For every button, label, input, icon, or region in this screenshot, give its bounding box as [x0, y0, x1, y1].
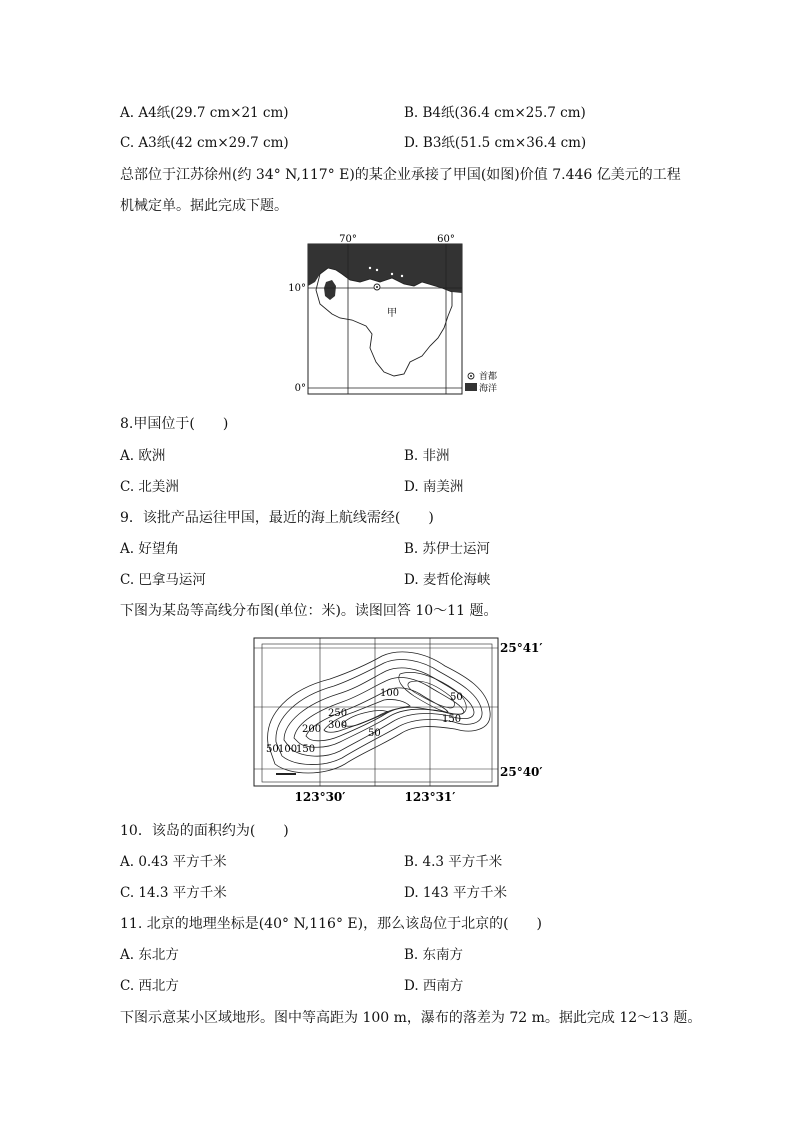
- legend-ocean-label: 海洋: [479, 384, 498, 394]
- lon-60-label: 60°: [437, 234, 455, 245]
- intro-paragraph-1-line2: 机械定单。据此完成下题。: [120, 198, 288, 214]
- contour-label: 50: [368, 728, 381, 739]
- country-label: 甲: [387, 308, 397, 319]
- island-contour-map: [250, 634, 550, 806]
- map2-frame: [254, 638, 498, 786]
- island-dot: [369, 267, 371, 269]
- q8-option-a: A. 欧洲: [120, 448, 166, 464]
- legend-capital-label: 首都: [479, 372, 498, 382]
- island-dot: [376, 269, 378, 271]
- q9-option-d: D. 麦哲伦海峡: [404, 572, 491, 588]
- q11-stem: 11. 北京的地理坐标是(40° N,116° E)，那么该岛位于北京的( ): [120, 916, 543, 932]
- lat-top-label: 25°41′: [500, 641, 543, 655]
- contour-label: 150: [296, 744, 316, 755]
- q10-option-a: A. 0.43 平方千米: [120, 854, 227, 870]
- q11-option-c: C. 西北方: [120, 978, 179, 994]
- lon-70-label: 70°: [339, 234, 357, 245]
- intro-paragraph-2: 下图为某岛等高线分布图(单位：米)。读图回答 10～11 题。: [120, 603, 498, 619]
- legend-ocean-swatch: [465, 383, 477, 391]
- intro-paragraph-1-line1: 总部位于江苏徐州(约 34° N,117° E)的某企业承接了甲国(如图)价值 7.446 亿美元的工程: [120, 167, 681, 183]
- contour-label: 100: [380, 688, 400, 699]
- q9-option-b: B. 苏伊士运河: [404, 541, 491, 557]
- lake-area: [324, 280, 336, 300]
- capital-marker-dot: [376, 286, 378, 288]
- lat-bottom-label: 25°40′: [500, 765, 543, 779]
- q9-option-c: C. 巴拿马运河: [120, 572, 206, 588]
- q11-option-a: A. 东北方: [120, 947, 179, 963]
- q11-option-b: B. 东南方: [404, 947, 464, 963]
- q10-option-b: B. 4.3 平方千米: [404, 854, 503, 870]
- contour-label: 50: [450, 692, 463, 703]
- q9-option-a: A. 好望角: [120, 541, 179, 557]
- contour-label: 50: [266, 744, 279, 755]
- q8-option-b: B. 非洲: [404, 448, 450, 464]
- lon-right-label: 123°31′: [404, 790, 456, 804]
- q9-stem: 9．该批产品运往甲国，最近的海上航线需经( ): [120, 510, 434, 526]
- intro-paragraph-3: 下图示意某小区域地形。图中等高距为 100 m，瀑布的落差为 72 m。据此完成 12～13 题。: [120, 1010, 702, 1026]
- q8-option-d: D. 南美洲: [404, 479, 464, 495]
- contour-label: 250: [328, 708, 348, 719]
- legend-capital-dot: [470, 375, 472, 377]
- lon-left-label: 123°30′: [294, 790, 346, 804]
- q10-option-c: C. 14.3 平方千米: [120, 885, 227, 901]
- q7-option-a: A. A4纸(29.7 cm×21 cm): [120, 105, 289, 121]
- contour-label: 150: [442, 714, 462, 725]
- contour-label: 300: [328, 720, 348, 731]
- q10-option-d: D. 143 平方千米: [404, 885, 507, 901]
- lat-10-label: 10°: [288, 283, 306, 294]
- contour-label: 100: [278, 744, 298, 755]
- island-dot: [401, 275, 403, 277]
- q7-option-d: D. B3纸(51.5 cm×36.4 cm): [404, 135, 587, 151]
- contour-300: [342, 711, 388, 727]
- lat-0-label: 0°: [294, 383, 306, 394]
- q8-option-c: C. 北美洲: [120, 479, 179, 495]
- q7-option-c: C. A3纸(42 cm×29.7 cm): [120, 135, 289, 151]
- map2-inner-frame: [262, 644, 492, 782]
- q11-option-d: D. 西南方: [404, 978, 464, 994]
- contour-label: 200: [302, 724, 322, 735]
- island-dot: [391, 273, 393, 275]
- q7-option-b: B. B4纸(36.4 cm×25.7 cm): [404, 105, 586, 121]
- q8-stem: 8.甲国位于( ): [120, 416, 229, 432]
- q10-stem: 10．该岛的面积约为( ): [120, 823, 289, 839]
- country-map-figure: [280, 230, 540, 400]
